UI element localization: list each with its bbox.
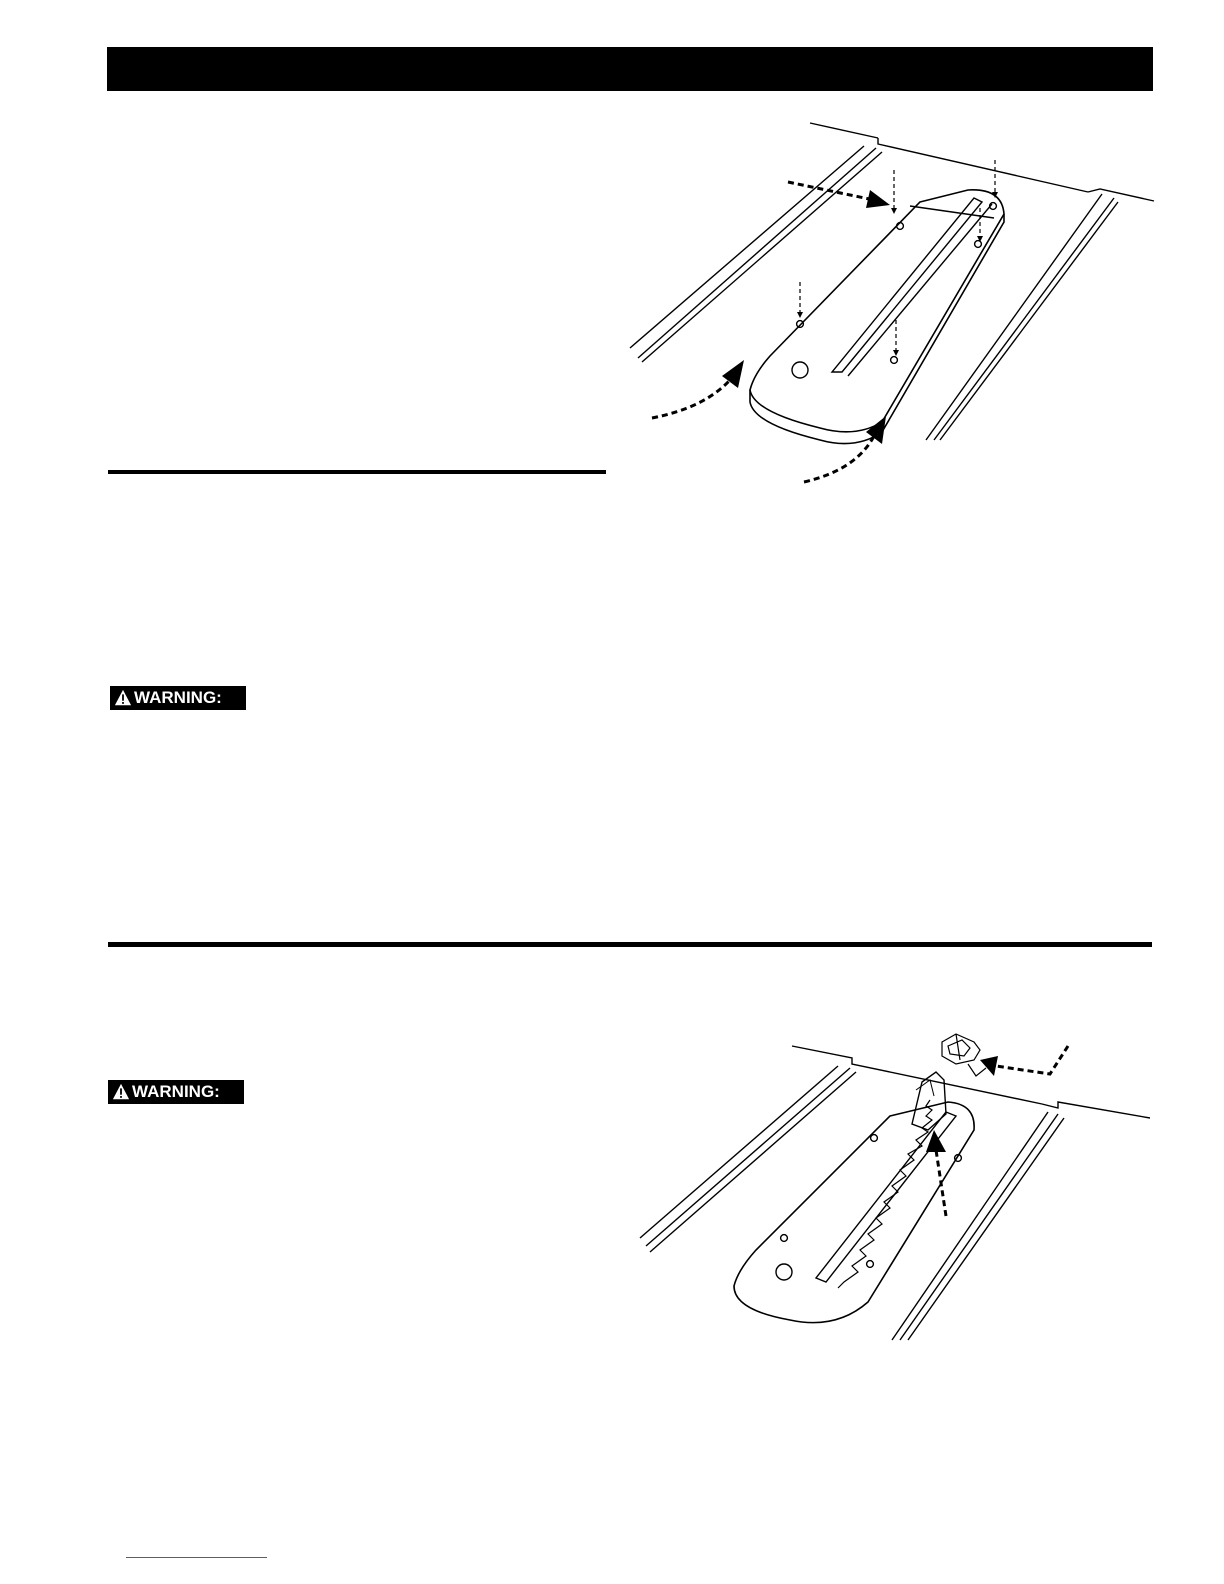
warning-triangle-icon — [114, 689, 132, 707]
warning-label: WARNING: — [132, 1082, 220, 1101]
warning-triangle-icon — [112, 1083, 130, 1101]
warning-label: WARNING: — [134, 688, 222, 707]
blade-installation-illustration — [630, 1020, 1170, 1360]
warning-badge — [110, 686, 246, 710]
throat-plate-illustration — [620, 110, 1180, 500]
section-divider-full — [108, 942, 1152, 947]
section-header-bar — [107, 47, 1153, 91]
section-divider-half — [108, 470, 606, 474]
warning-badge — [108, 1080, 244, 1104]
footer-link-underline[interactable] — [126, 1557, 267, 1558]
